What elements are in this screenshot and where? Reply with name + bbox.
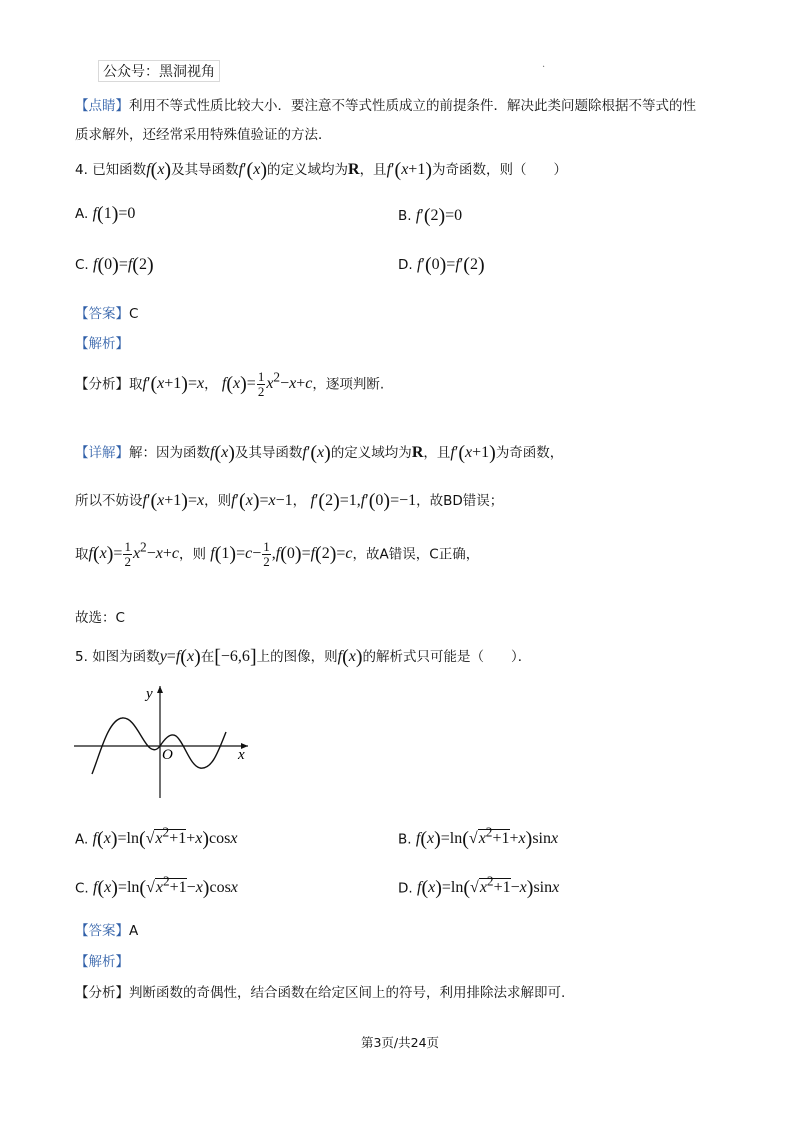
q4-fx: f(x) xyxy=(146,159,172,181)
tip-line-1 xyxy=(75,94,696,114)
q4-answer-tag: 【答案】 xyxy=(75,306,129,322)
q4-line2-a: 所以不妨设 xyxy=(75,493,143,509)
q4-number: 4. xyxy=(75,162,88,178)
q4-analysis-c: ，逐项判断. xyxy=(312,376,385,393)
q4-stem-d: ，且 xyxy=(359,162,387,178)
q4-detail-fpx: f′(x) xyxy=(302,442,331,464)
q4-line3-c: ，故A错误，C正确， xyxy=(352,546,480,563)
q4-opt-b-math: f′(2)=0 xyxy=(415,205,463,227)
q5-y-fx: y=f(x) xyxy=(159,646,201,668)
q4-stem-c: 的定义域均为 xyxy=(267,162,348,178)
q4-line2-math1: f′(x+1)=x xyxy=(142,490,205,512)
q4-opt-c-label: C. xyxy=(75,257,89,273)
q4-analysis-a: 取 xyxy=(129,376,143,393)
q4-opt-a-math: f(1)=0 xyxy=(92,203,136,225)
tip-text-1: 利用不等式性质比较大小．要注意不等式性质成立的前提条件．解决此类问题除根据不等式的性 xyxy=(129,98,696,114)
q4-opt-a-label: A. xyxy=(75,206,89,222)
q5-answer-tag: 【答案】 xyxy=(75,923,129,939)
q4-line2-math3: f′(2)=1,f′(0)=−1 xyxy=(310,490,417,512)
q4-detail-b: 及其导函数 xyxy=(234,445,303,461)
q5-stem-a: 如图为函数 xyxy=(92,649,160,665)
q4-option-b xyxy=(398,205,462,228)
q5-opt-d-math: $f(x)=\ln(√x^2+1-x)\sin x$ xyxy=(416,874,560,900)
q5-opt-c-math: $f(x)=\ln(√x^2+1-x)\cos x$ xyxy=(93,874,238,900)
q4-fpx1: f′(x+1) xyxy=(386,159,432,181)
q4-analysis-b: ， xyxy=(204,376,218,393)
q5-answer xyxy=(75,919,138,939)
q5-opt-c-label: C. xyxy=(75,880,89,897)
q4-detail-e: 为奇函数， xyxy=(495,445,564,461)
q4-answer-value: C xyxy=(129,306,139,322)
q5-analysis xyxy=(75,981,565,1001)
q5-opt-a-math: $f(x)=\ln(√x^2+1+x)\cos x$ xyxy=(92,825,238,851)
q4-detail-R: R xyxy=(411,444,424,461)
q4-stem xyxy=(75,158,567,182)
q4-option-d xyxy=(398,254,485,277)
q4-opt-d-label: D. xyxy=(398,257,413,273)
q4-analysis-tag: 【分析】 xyxy=(75,376,129,393)
q4-detail-fx: f(x) xyxy=(210,442,235,464)
q4-stem-b: 及其导函数 xyxy=(171,162,239,178)
q5-analysis-tag: 【分析】 xyxy=(75,985,129,1001)
q5-option-c xyxy=(75,874,238,900)
q5-analysis-text: 判断函数的奇偶性，结合函数在给定区间上的符号，利用排除法求解即可. xyxy=(129,985,566,1001)
q4-opt-b-label: B. xyxy=(398,208,412,224)
q4-line3-math2: f(1)=c− $\frac{1}{2}$ ,f(0)=f(2)=c xyxy=(210,539,353,570)
q5-option-a xyxy=(75,825,237,851)
q4-analysis-math2: f(x)= $\frac{1}{2}$ $x^2-x+c$ xyxy=(221,369,313,400)
y-axis-arrow xyxy=(157,686,163,693)
q5-opt-d-label: D. xyxy=(398,880,413,897)
q4-stem-a: 已知函数 xyxy=(92,162,147,178)
q5-stem xyxy=(75,645,531,669)
x-label: x xyxy=(238,747,245,763)
q4-jiexi: 【解析】 xyxy=(75,336,129,352)
q4-detail-fpx1: f′(x+1) xyxy=(450,442,496,464)
q4-line3-math1: f(x)= $\frac{1}{2}$ $x^2-x+c$ xyxy=(88,539,179,570)
q5-option-d xyxy=(398,874,559,900)
q5-option-b xyxy=(398,825,558,851)
q5-opt-a-label: A. xyxy=(75,831,89,848)
q4-line2-math2: f′(x)=x−1 xyxy=(231,490,293,512)
q4-detail-tag: 【详解】 xyxy=(75,445,129,461)
q4-analysis xyxy=(75,370,384,399)
q5-interval: [−6,6] xyxy=(214,646,257,668)
q5-function-graph xyxy=(70,680,260,800)
q5-stem-b: 在 xyxy=(200,649,215,665)
q4-opt-d-math: f′(0)=f′(2) xyxy=(416,254,485,276)
q4-choose: 故选：C xyxy=(75,610,125,626)
q4-detail-line-2 xyxy=(75,489,503,513)
q5-stem-d: 的解析式只可能是（ ）． xyxy=(362,649,532,665)
q4-option-a xyxy=(75,203,135,226)
q4-line3-a: 取 xyxy=(75,546,89,563)
y-label: y xyxy=(146,686,153,702)
q4-detail-line-3 xyxy=(75,540,479,569)
q5-opt-b-math: $f(x)=\ln(√x^2+1+x)\sin x$ xyxy=(415,825,559,851)
dot-mark: · xyxy=(542,62,546,73)
q4-opt-c-math: f(0)=f(2) xyxy=(93,254,154,276)
q5-stem-c: 上的图像，则 xyxy=(256,649,338,665)
q4-analysis-math1: f′(x+1)=x xyxy=(142,373,205,396)
origin-label: O xyxy=(162,747,173,763)
q5-jiexi: 【解析】 xyxy=(75,954,129,970)
q4-detail-line-1 xyxy=(75,441,563,465)
page-footer: 第3页/共24页 xyxy=(360,1035,440,1050)
q4-fpx: f′(x) xyxy=(238,159,267,181)
q5-number: 5. xyxy=(75,649,88,665)
q4-detail-d: ，且 xyxy=(423,445,451,461)
tip-line-2: 质求解外，还经常采用特殊值验证的方法． xyxy=(75,127,332,143)
q4-line3-b: ，则 xyxy=(179,546,206,563)
q4-option-c xyxy=(75,254,154,277)
q4-R: R xyxy=(348,161,360,178)
q4-line2-b: ，则 xyxy=(204,493,232,509)
q4-stem-e: 为奇函数，则（ ） xyxy=(432,162,567,178)
q5-opt-b-label: B. xyxy=(398,831,412,848)
tip-tag: 【点睛】 xyxy=(75,98,129,114)
q4-answer xyxy=(75,302,138,322)
q4-line2-c: ， xyxy=(292,493,307,509)
q4-line2-d: ，故BD错误； xyxy=(416,493,504,509)
q4-detail-c: 的定义域均为 xyxy=(330,445,412,461)
q5-fx: f(x) xyxy=(337,646,363,668)
watermark: 公众号：黑洞视角 xyxy=(98,60,220,82)
q5-answer-value: A xyxy=(129,923,139,939)
q4-detail-a: 解：因为函数 xyxy=(129,445,210,461)
